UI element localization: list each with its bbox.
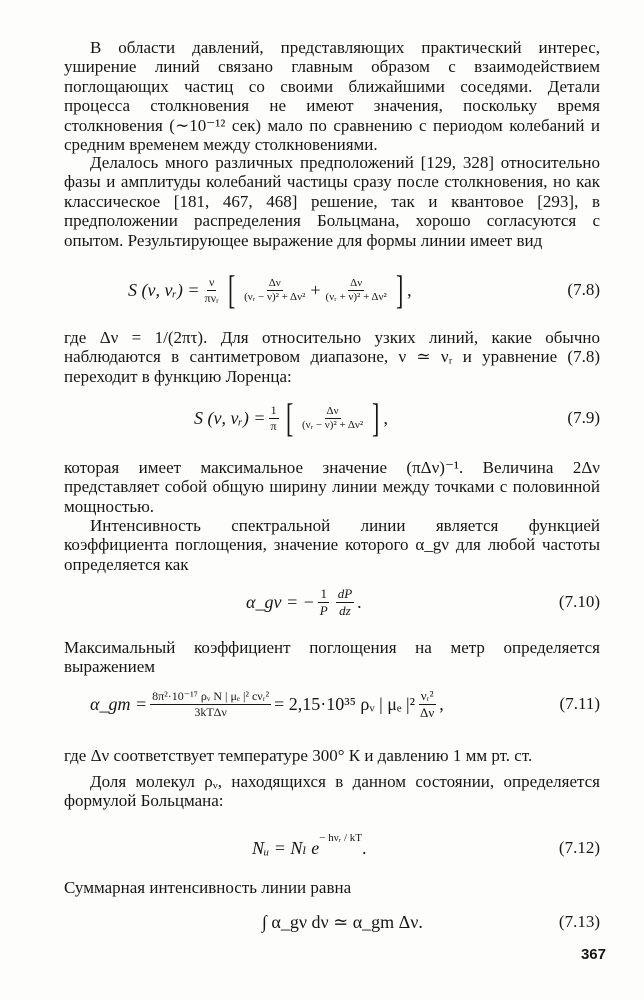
eq713-number: (7.13) (558, 912, 600, 931)
eq711-mid: = 2,15·10³⁵ ρᵥ | μₑ |² (274, 693, 416, 714)
eq711-number: (7.11) (559, 694, 600, 713)
eq78-term2-den: (νᵣ + ν)² + Δν² (325, 290, 387, 303)
eq710-frac-a-num: 1 (320, 585, 327, 601)
paragraph-4: которая имеет максимальное значение (πΔν)⁻¹. Величина 2Δν представляет собой общую ширину линии между точками с половинной мощностью. (64, 458, 600, 516)
eq78-right-bracket: ] (395, 267, 404, 312)
eq78-number: (7.8) (567, 280, 600, 299)
eq78-term1 (242, 277, 307, 304)
equation-7-12 (64, 826, 600, 870)
eq79-prefactor-num: 1 (270, 402, 277, 417)
equation-7-10 (64, 580, 600, 624)
eq711-frac-main (150, 689, 271, 720)
eq712-lhs: Nᵤ = Nₗ e (252, 837, 320, 858)
eq78-left-bracket: [ (227, 267, 236, 312)
eq79-prefactor (269, 403, 279, 434)
equation-7-11 (64, 682, 600, 726)
eq710-number: (7.10) (558, 592, 600, 611)
paragraph-3: где Δν = 1/(2πτ). Для относительно узких линий, какие обычно наблюдаются в сантиметровом диапазоне, ν ≃ νᵣ и уравнение (7.8) переходит в функцию Лоренца: (64, 328, 600, 386)
eq79-right-bracket: ] (372, 395, 380, 440)
eq711-frac-main-num: 8π²·10⁻¹⁷ ρᵥ N | μₑ |² cνᵣ² (152, 688, 270, 703)
eq711-lhs: α_gm = (90, 693, 148, 714)
eq710-tail: . (357, 591, 362, 612)
eq78-term2 (324, 277, 389, 304)
eq78-plus: + (310, 279, 321, 300)
eq78-prefactor-den: πνᵣ (204, 290, 219, 305)
eq79-prefactor-den: π (270, 418, 277, 433)
paragraph-2: Делалось много различных предположений [129, 328] относительно фазы и амплитуды колебаний частицы сразу после столкновения, но как классическое [181, 467, 468] решение, так и квантовое [293], в предположении распределения Больцмана, хорошо согласуются с опытом. Результирующее выражение для формы линии имеет вид (64, 153, 600, 250)
eq79-number: (7.9) (567, 408, 600, 427)
eq710-frac-b-num: dP (337, 585, 353, 601)
eq713-body: ∫ α_gν dν ≃ α_gm Δν. (262, 911, 423, 932)
eq710-frac-a (318, 586, 330, 619)
eq710-frac-a-den: P (319, 602, 328, 618)
eq79-term-num: Δν (326, 404, 339, 417)
equation-7-9 (64, 396, 600, 440)
eq712-number: (7.12) (558, 838, 600, 857)
eq78-term1-den: (νᵣ − ν)² + Δν² (244, 290, 306, 303)
eq710-frac-b (336, 586, 354, 619)
eq79-left-bracket: [ (285, 395, 293, 440)
eq711-tail: , (439, 693, 444, 714)
eq79-lhs: S (ν, νᵣ) = (194, 407, 266, 428)
paragraph-5: Интенсивность спектральной линии является функцией коэффициента поглощения, значение которого α_gν для любой частоты определяется как (64, 516, 600, 574)
eq711-frac-b-num: νᵣ² (420, 687, 434, 703)
paragraph-6: Максимальный коэффициент поглощения на метр определяется выражением (64, 638, 600, 677)
eq79-term (300, 405, 365, 432)
eq79-term-den: (νᵣ − ν)² + Δν² (301, 418, 364, 431)
eq712-tail: . (362, 837, 367, 858)
paragraph-1: В области давлений, представляющих практический интерес, уширение линий связано главным образом с взаимодействием поглощающих частиц со своими ближайшими соседями. Детали процесса столкновения не имеют значения, поскольку время столкновения (∼10⁻¹² сек) мало по сравнению с периодом колебаний и средним временем между столкновениями. (64, 38, 600, 155)
page-number: 367 (580, 946, 606, 963)
eq78-term2-num: Δν (350, 276, 363, 289)
eq711-frac-main-den: 3kTΔν (194, 704, 227, 719)
paragraph-7: где Δν соответствует температуре 300° К и давлению 1 мм рт. ст. (64, 746, 533, 765)
equation-7-8 (64, 268, 600, 312)
paragraph-9: Суммарная интенсивность линии равна (64, 878, 352, 897)
eq79-tail: , (383, 407, 389, 428)
eq711-frac-b-den: Δν (420, 704, 435, 720)
eq711-frac-b (418, 688, 436, 721)
eq78-prefactor-num: ν (208, 274, 215, 289)
eq710-frac-b-den: dz (339, 602, 351, 618)
eq78-prefactor (203, 275, 221, 306)
eq712-exponent: − hνᵣ / kT (319, 832, 363, 844)
paragraph-8: Доля молекул ρᵥ, находящихся в данном состоянии, определяется формулой Больцмана: (64, 772, 600, 811)
equation-7-13 (64, 900, 600, 944)
eq710-lhs: α_gν = − (246, 591, 315, 612)
eq78-tail: , (407, 279, 412, 300)
eq78-term1-num: Δν (268, 276, 281, 289)
eq78-lhs: S (ν, νᵣ) = (128, 279, 200, 300)
